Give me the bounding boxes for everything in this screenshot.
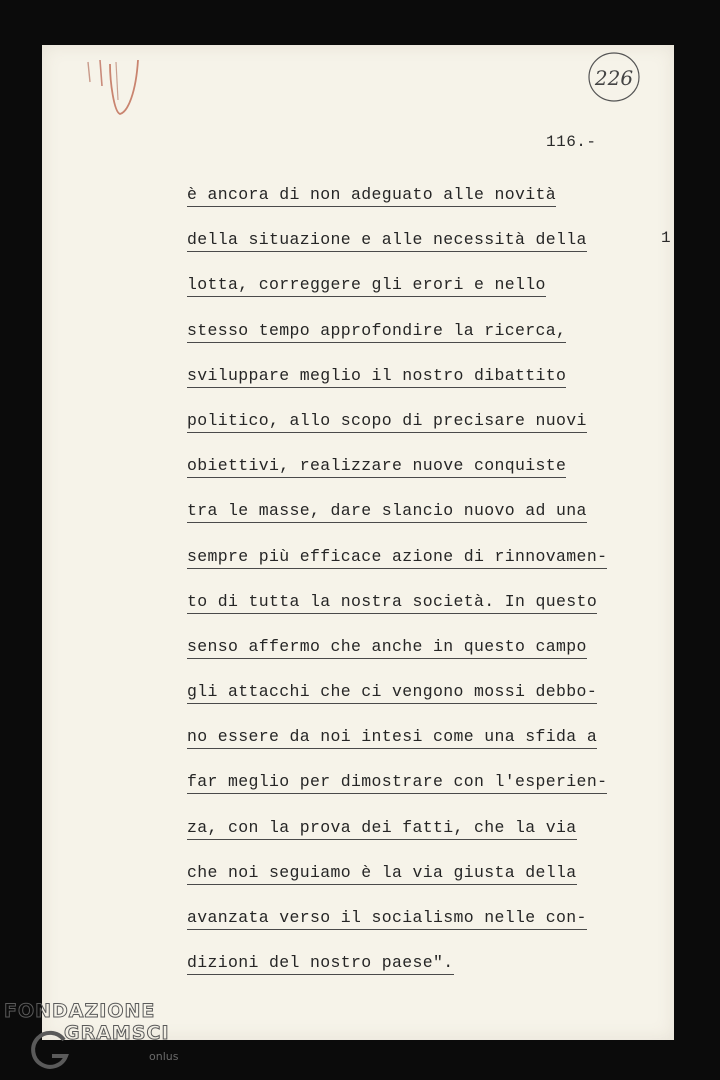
text-line <box>187 592 607 637</box>
text-line <box>187 547 607 592</box>
text-line <box>187 637 607 682</box>
text-line <box>187 275 607 320</box>
text-line <box>187 953 607 998</box>
text-line-content: sempre più efficace azione di rinnovamen- <box>187 547 607 569</box>
page-number: 116.- <box>546 133 597 151</box>
text-line <box>187 230 607 275</box>
text-line-content: tra le masse, dare slancio nuovo ad una <box>187 501 587 523</box>
text-line-content: far meglio per dimostrare con l'esperien- <box>187 772 607 794</box>
text-line <box>187 908 607 953</box>
text-line-content: politico, allo scopo di precisare nuovi <box>187 411 587 433</box>
page-stamp-number: 226 <box>594 66 634 90</box>
text-line-content: gli attacchi che ci vengono mossi debbo- <box>187 682 597 704</box>
text-line <box>187 411 607 456</box>
text-line-content: senso affermo che anche in questo campo <box>187 637 587 659</box>
text-line-content: no essere da noi intesi come una sfida a <box>187 727 597 749</box>
pencil-annotation-mark <box>80 52 150 122</box>
text-line <box>187 501 607 546</box>
text-line-content: obiettivi, realizzare nuove conquiste <box>187 456 566 478</box>
typewritten-text <box>187 185 607 998</box>
text-line <box>187 772 607 817</box>
margin-note: 1 <box>661 229 671 247</box>
text-line-content: sviluppare meglio il nostro dibattito <box>187 366 566 388</box>
text-line-content: to di tutta la nostra società. In questo <box>187 592 597 614</box>
text-line-content: della situazione e alle necessità della <box>187 230 587 252</box>
text-line <box>187 185 607 230</box>
text-line-content: che noi seguiamo è la via giusta della <box>187 863 577 885</box>
watermark-line-1: FONDAZIONE <box>4 1000 156 1022</box>
text-line-content: dizioni del nostro paese". <box>187 953 454 975</box>
text-line <box>187 682 607 727</box>
fondazione-gramsci-watermark <box>4 998 204 1078</box>
watermark-line-2: GRAMSCI <box>64 1022 170 1044</box>
text-line-content: è ancora di non adeguato alle novità <box>187 185 556 207</box>
text-line <box>187 727 607 772</box>
text-line-content: lotta, correggere gli erori e nello <box>187 275 546 297</box>
text-line-content: stesso tempo approfondire la ricerca, <box>187 321 566 343</box>
page-stamp-circle <box>587 50 641 104</box>
text-line-content: za, con la prova dei fatti, che la via <box>187 818 577 840</box>
watermark-line-3: onlus <box>149 1050 179 1063</box>
text-line <box>187 818 607 863</box>
text-line <box>187 366 607 411</box>
text-line-content: avanzata verso il socialismo nelle con- <box>187 908 587 930</box>
text-line <box>187 863 607 908</box>
text-line <box>187 321 607 366</box>
text-line <box>187 456 607 501</box>
